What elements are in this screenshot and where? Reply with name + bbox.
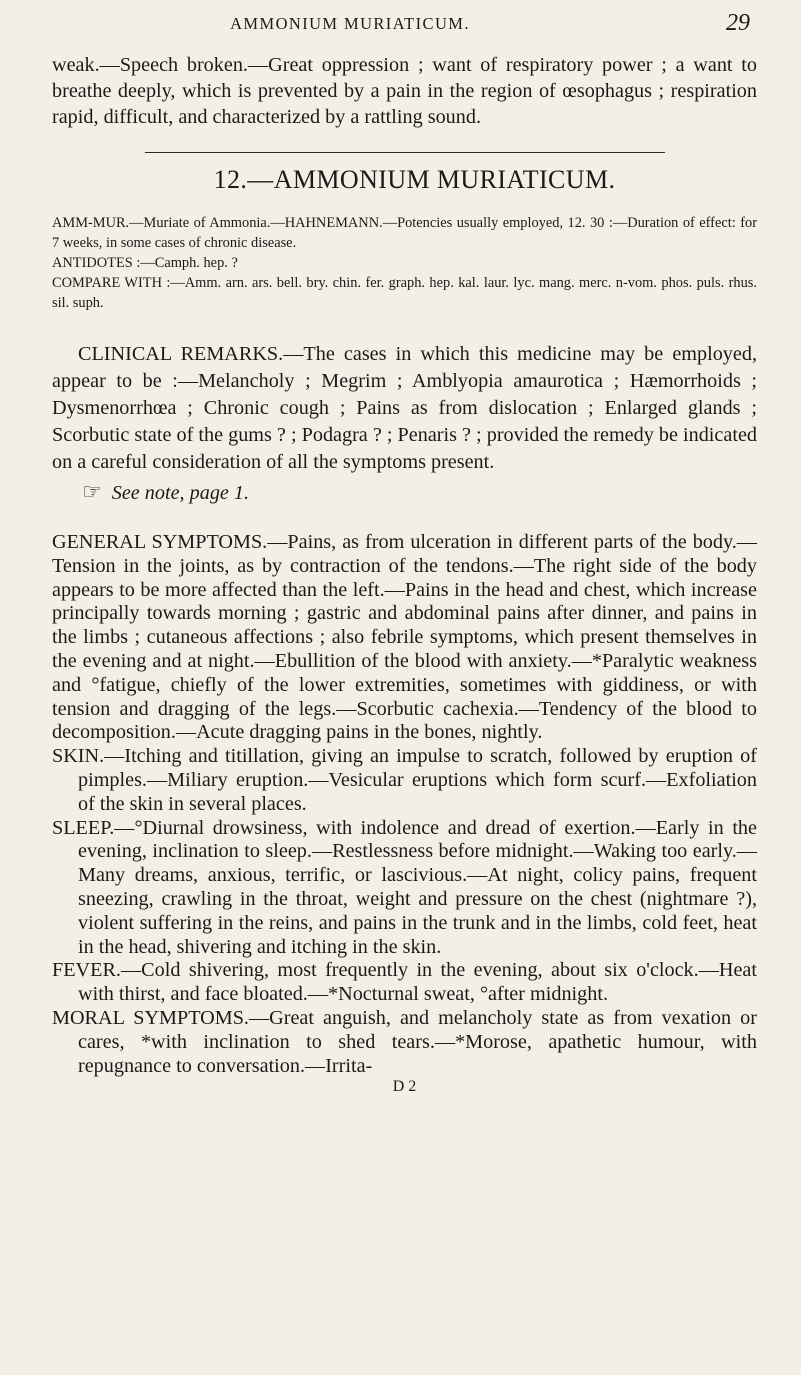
sleep-symptoms: SLEEP.—°Diurnal drowsiness, with indolence and dread of exertion.—Early in the evening, inclination to sleep.—Restlessness before midnight.—Waking too early.—Many dreams, anxious, terrific, or lascivious.—At night, colicy pains, frequent sneezing, crawling in the throat, weight and pressure on the chest (nightmare ?), violent suffering in the reins, and pains in the trunk and in the limbs, cold feet, heat in the head, shivering and itching in the skin. [52, 816, 757, 958]
general-symptoms: GENERAL SYMPTOMS.—Pains, as from ulceration in different parts of the body.—Tension in the joints, as by contraction of the tendons.—The right side of the body appears to be more affected than the left.—Pains in the head and chest, which increase principally towards morning ; gastric and abdominal pains after dinner, and pains in the limbs ; cutaneous affections ; also febrile symptoms, which present themselves in the evening and at night.—Ebullition of the blood with anxiety.—*Paralytic weakness and °fatigue, chiefly of the lower extremities, sometimes with giddiness, or with tension and dragging of the legs.—Scorbutic cachexia.—Tendency of the blood to decomposition.—Acute dragging pains in the bones, nightly. [52, 531, 757, 744]
intro-paragraph: weak.—Speech broken.—Great oppression ; want of respiratory power ; a want to breathe deeply, which is prevented by a pain in the region of œsophagus ; respiration rapid, difficult, and characterized by a rattling sound. [52, 54, 757, 128]
see-note-text: See note, page 1. [111, 482, 250, 504]
remedy-metadata [52, 213, 757, 313]
pointing-hand-icon: ☞ [82, 479, 102, 504]
signature-mark: D 2 [392, 1078, 417, 1096]
moral-symptoms: MORAL SYMPTOMS.—Great anguish, and melancholy state as from vexation or cares, *with inclination to shed tears.—*Morose, apathetic humour, with repugnance to conversation.—Irrita- [52, 1006, 757, 1077]
skin-symptoms: SKIN.—Itching and titillation, giving an impulse to scratch, followed by eruption of pimples.—Miliary eruption.—Vesicular eruptions which form scurf.—Exfoliation of the skin in several places. [52, 745, 757, 815]
section-divider [145, 152, 665, 153]
page-header [20, 10, 750, 44]
running-head: AMMONIUM MURIATICUM. [230, 14, 470, 33]
remedy-description: AMM-MUR.—Muriate of Ammonia.—HAHNEMANN.—Potencies usually employed, 12. 30 :—Duration of effect: for 7 weeks, in some cases of chronic disease. [52, 215, 757, 251]
fever-symptoms: FEVER.—Cold shivering, most frequently in the evening, about six o'clock.—Heat with thirst, and face bloated.—*Nocturnal sweat, °after midnight. [52, 959, 757, 1006]
page-number: 29 [726, 10, 750, 36]
compare-line: COMPARE WITH :—Amm. arn. ars. bell. bry. chin. fer. graph. hep. kal. laur. lyc. mang. merc. n-vom. phos. puls. rhus. sil. suph. [52, 275, 757, 311]
antidotes-line: ANTIDOTES :—Camph. hep. ? [52, 255, 238, 271]
section-title: 12.—AMMONIUM MURIATICUM. [213, 165, 616, 194]
page-body [52, 52, 757, 1096]
see-note [52, 478, 757, 507]
clinical-remarks: CLINICAL REMARKS.—The cases in which this medicine may be employed, appear to be :—Melancholy ; Megrim ; Amblyopia amaurotica ; Hæmorrhoids ; Dysmenorrhœa ; Chronic cough ; Pains as from dislocation ; Enlarged glands ; Scorbutic state of the gums ? ; Podagra ? ; Penaris ? ; provided the remedy be indicated on a careful consideration of all the symptoms present. [52, 343, 757, 473]
